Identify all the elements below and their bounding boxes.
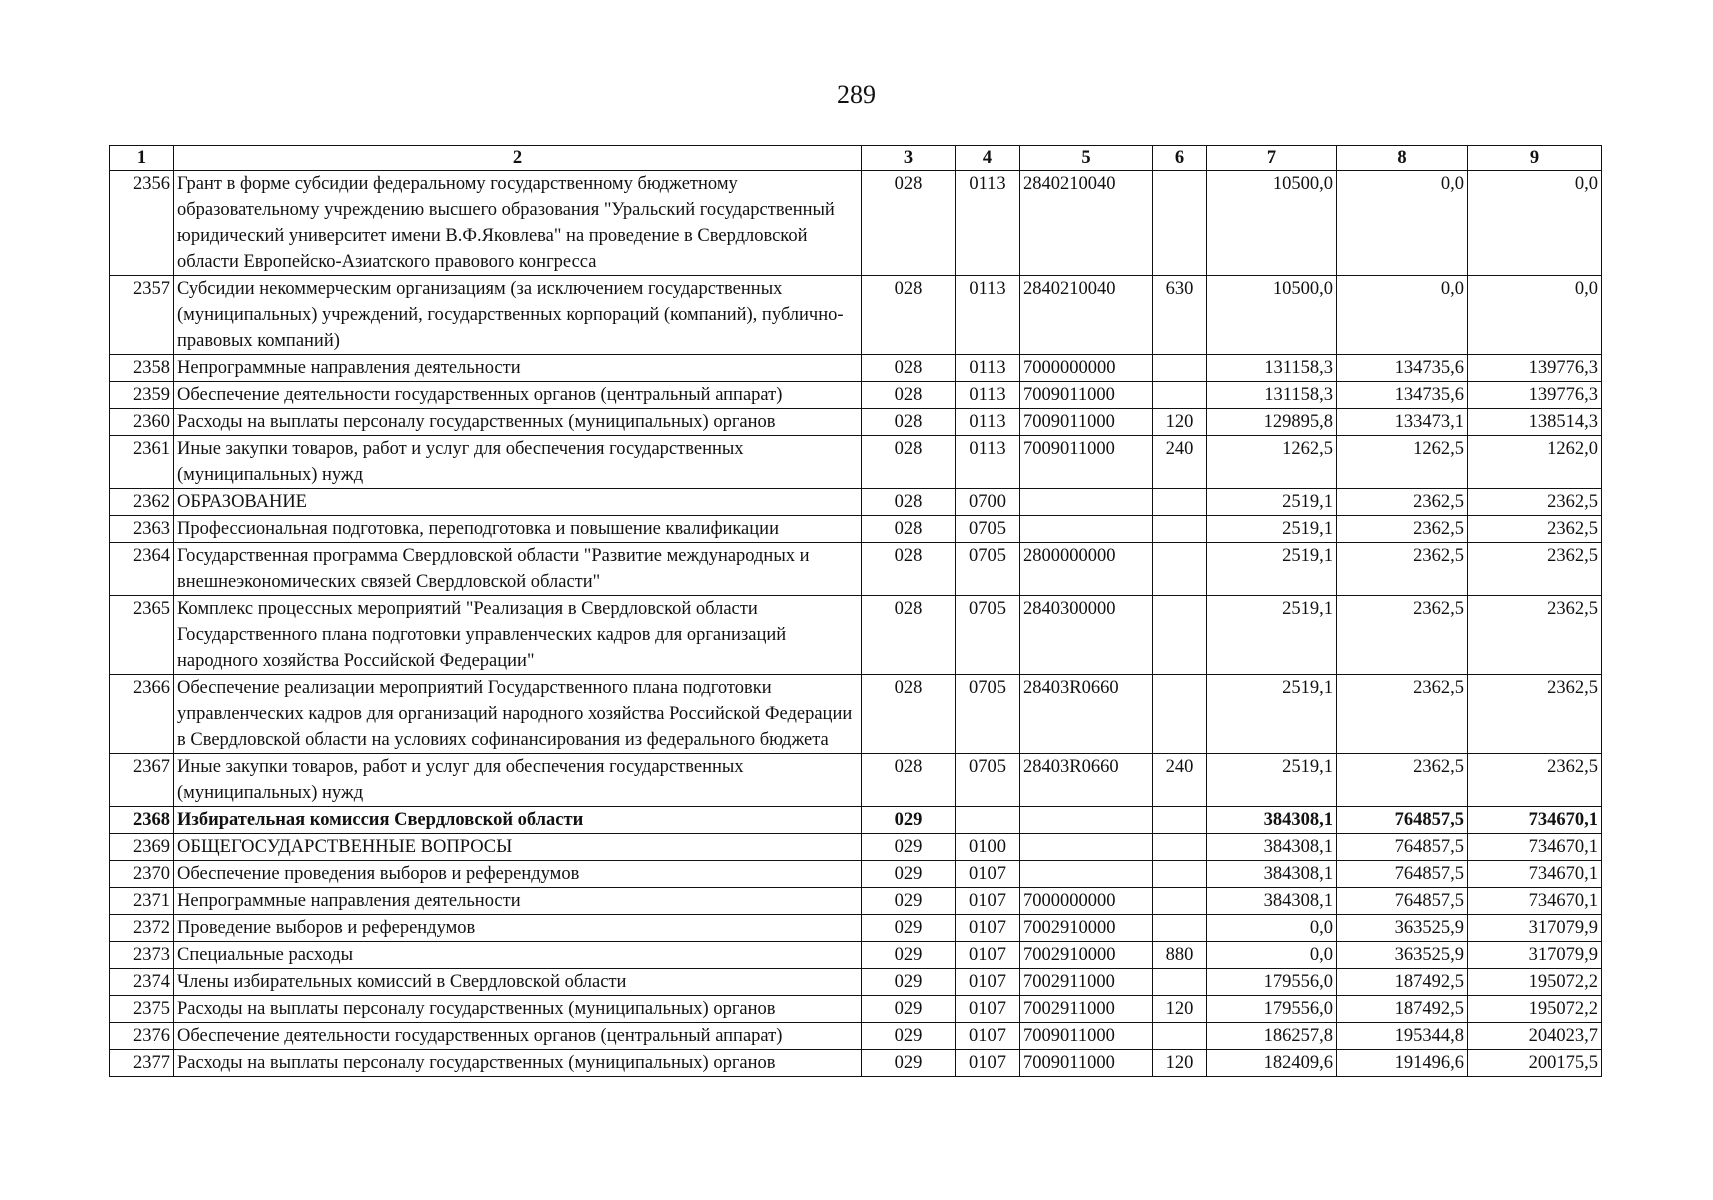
ministry-code: 028: [862, 754, 956, 807]
table-row: [110, 171, 1602, 276]
section-code: 0107: [956, 915, 1020, 942]
amount-col-8: 191496,6: [1337, 1050, 1468, 1077]
expense-type-code: [1153, 355, 1207, 382]
ministry-code: 029: [862, 1050, 956, 1077]
section-code: 0107: [956, 969, 1020, 996]
row-number: 2368: [110, 807, 174, 834]
amount-col-7: 384308,1: [1207, 807, 1337, 834]
amount-col-7: 384308,1: [1207, 888, 1337, 915]
ministry-code: 028: [862, 516, 956, 543]
row-number: 2360: [110, 409, 174, 436]
header-row: [110, 146, 1602, 171]
row-description: Расходы на выплаты персоналу государственных (муниципальных) органов: [174, 1050, 862, 1077]
amount-col-8: 363525,9: [1337, 915, 1468, 942]
row-number: 2363: [110, 516, 174, 543]
amount-col-8: 764857,5: [1337, 834, 1468, 861]
row-number: 2371: [110, 888, 174, 915]
row-number: 2372: [110, 915, 174, 942]
amount-col-9: 2362,5: [1468, 489, 1602, 516]
amount-col-8: 2362,5: [1337, 516, 1468, 543]
table-row: [110, 409, 1602, 436]
amount-col-9: 195072,2: [1468, 969, 1602, 996]
amount-col-8: 764857,5: [1337, 861, 1468, 888]
row-description: Обеспечение деятельности государственных органов (центральный аппарат): [174, 382, 862, 409]
target-article-code: 28403R0660: [1020, 675, 1153, 754]
amount-col-8: 187492,5: [1337, 969, 1468, 996]
amount-col-9: 2362,5: [1468, 543, 1602, 596]
expense-type-code: [1153, 807, 1207, 834]
table-row: [110, 834, 1602, 861]
amount-col-9: 0,0: [1468, 276, 1602, 355]
section-code: 0107: [956, 861, 1020, 888]
target-article-code: 2840210040: [1020, 276, 1153, 355]
row-description: Грант в форме субсидии федеральному государственному бюджетному образовательному учреждению высшего образования "Уральский государственный юридический университет имени В.Ф.Яковлева" на проведение в Свердловской области Европейско-Азиатского правового конгресса: [174, 171, 862, 276]
row-number: 2366: [110, 675, 174, 754]
amount-col-7: 131158,3: [1207, 355, 1337, 382]
table-row: [110, 675, 1602, 754]
section-code: 0705: [956, 516, 1020, 543]
amount-col-8: 2362,5: [1337, 675, 1468, 754]
section-code: 0107: [956, 1050, 1020, 1077]
ministry-code: 028: [862, 489, 956, 516]
amount-col-7: 2519,1: [1207, 596, 1337, 675]
amount-col-7: 384308,1: [1207, 861, 1337, 888]
row-number: 2357: [110, 276, 174, 355]
section-code: 0700: [956, 489, 1020, 516]
expense-type-code: 880: [1153, 942, 1207, 969]
section-code: 0705: [956, 675, 1020, 754]
table-row: [110, 1050, 1602, 1077]
header-cell: 9: [1468, 146, 1602, 171]
target-article-code: 7009011000: [1020, 1050, 1153, 1077]
table-row: [110, 355, 1602, 382]
amount-col-7: 129895,8: [1207, 409, 1337, 436]
row-description: Комплекс процессных мероприятий "Реализация в Свердловской области Государственного плана подготовки управленческих кадров для организаций народного хозяйства Российской Федерации": [174, 596, 862, 675]
section-code: 0113: [956, 409, 1020, 436]
header-cell: 2: [174, 146, 862, 171]
header-cell: 8: [1337, 146, 1468, 171]
table-row: [110, 996, 1602, 1023]
target-article-code: [1020, 489, 1153, 516]
header-cell: 5: [1020, 146, 1153, 171]
row-description: Расходы на выплаты персоналу государственных (муниципальных) органов: [174, 409, 862, 436]
row-number: 2374: [110, 969, 174, 996]
target-article-code: [1020, 834, 1153, 861]
amount-col-7: 2519,1: [1207, 489, 1337, 516]
section-code: 0107: [956, 942, 1020, 969]
row-description: Обеспечение проведения выборов и референдумов: [174, 861, 862, 888]
amount-col-9: 0,0: [1468, 171, 1602, 276]
row-description: Расходы на выплаты персоналу государственных (муниципальных) органов: [174, 996, 862, 1023]
ministry-code: 028: [862, 171, 956, 276]
header-cell: 6: [1153, 146, 1207, 171]
expense-type-code: [1153, 171, 1207, 276]
ministry-code: 029: [862, 861, 956, 888]
amount-col-7: 384308,1: [1207, 834, 1337, 861]
target-article-code: [1020, 807, 1153, 834]
budget-table: [109, 145, 1602, 1077]
target-article-code: 7002910000: [1020, 942, 1153, 969]
row-number: 2373: [110, 942, 174, 969]
ministry-code: 028: [862, 409, 956, 436]
ministry-code: 028: [862, 276, 956, 355]
amount-col-9: 139776,3: [1468, 382, 1602, 409]
section-code: 0113: [956, 276, 1020, 355]
table-row: [110, 489, 1602, 516]
expense-type-code: [1153, 516, 1207, 543]
expense-type-code: 120: [1153, 1050, 1207, 1077]
target-article-code: 2840210040: [1020, 171, 1153, 276]
target-article-code: 7000000000: [1020, 888, 1153, 915]
target-article-code: 7002910000: [1020, 915, 1153, 942]
row-description: ОБЩЕГОСУДАРСТВЕННЫЕ ВОПРОСЫ: [174, 834, 862, 861]
header-cell: 1: [110, 146, 174, 171]
amount-col-8: 2362,5: [1337, 596, 1468, 675]
amount-col-8: 134735,6: [1337, 355, 1468, 382]
ministry-code: 028: [862, 596, 956, 675]
expense-type-code: 120: [1153, 996, 1207, 1023]
header-cell: 7: [1207, 146, 1337, 171]
ministry-code: 028: [862, 543, 956, 596]
row-description: Государственная программа Свердловской области "Развитие международных и внешнеэкономических связей Свердловской области": [174, 543, 862, 596]
amount-col-9: 200175,5: [1468, 1050, 1602, 1077]
amount-col-9: 734670,1: [1468, 807, 1602, 834]
expense-type-code: [1153, 969, 1207, 996]
row-number: 2361: [110, 436, 174, 489]
ministry-code: 029: [862, 969, 956, 996]
page-number: 289: [837, 80, 876, 109]
expense-type-code: [1153, 861, 1207, 888]
table-row: [110, 969, 1602, 996]
amount-col-9: 195072,2: [1468, 996, 1602, 1023]
amount-col-9: 2362,5: [1468, 596, 1602, 675]
target-article-code: 28403R0660: [1020, 754, 1153, 807]
section-code: 0107: [956, 1023, 1020, 1050]
amount-col-8: 195344,8: [1337, 1023, 1468, 1050]
amount-col-7: 186257,8: [1207, 1023, 1337, 1050]
ministry-code: 029: [862, 888, 956, 915]
amount-col-8: 764857,5: [1337, 807, 1468, 834]
row-number: 2356: [110, 171, 174, 276]
expense-type-code: [1153, 489, 1207, 516]
expense-type-code: [1153, 675, 1207, 754]
expense-type-code: 240: [1153, 754, 1207, 807]
row-number: 2362: [110, 489, 174, 516]
amount-col-8: 2362,5: [1337, 754, 1468, 807]
amount-col-7: 2519,1: [1207, 543, 1337, 596]
table-row: [110, 888, 1602, 915]
amount-col-9: 1262,0: [1468, 436, 1602, 489]
amount-col-7: 2519,1: [1207, 754, 1337, 807]
table-row: [110, 596, 1602, 675]
row-description: Иные закупки товаров, работ и услуг для обеспечения государственных (муниципальных) нужд: [174, 436, 862, 489]
expense-type-code: [1153, 915, 1207, 942]
row-description: Обеспечение реализации мероприятий Государственного плана подготовки управленческих кадров для организаций народного хозяйства Российской Федерации в Свердловской области на условиях софинансирования из федерального бюджета: [174, 675, 862, 754]
amount-col-8: 363525,9: [1337, 942, 1468, 969]
expense-type-code: [1153, 888, 1207, 915]
ministry-code: 029: [862, 1023, 956, 1050]
section-code: 0107: [956, 888, 1020, 915]
table-row: [110, 1023, 1602, 1050]
expense-type-code: 120: [1153, 409, 1207, 436]
table-row: [110, 754, 1602, 807]
table-row: [110, 543, 1602, 596]
amount-col-8: 0,0: [1337, 171, 1468, 276]
section-code: 0113: [956, 355, 1020, 382]
row-number: 2377: [110, 1050, 174, 1077]
amount-col-9: 734670,1: [1468, 888, 1602, 915]
row-description: Субсидии некоммерческим организациям (за исключением государственных (муниципальных) учреждений, государственных корпораций (компаний), публично-правовых компаний): [174, 276, 862, 355]
row-number: 2359: [110, 382, 174, 409]
amount-col-8: 0,0: [1337, 276, 1468, 355]
row-description: ОБРАЗОВАНИЕ: [174, 489, 862, 516]
table-body: [110, 171, 1602, 1077]
amount-col-7: 0,0: [1207, 915, 1337, 942]
section-code: 0705: [956, 754, 1020, 807]
amount-col-9: 317079,9: [1468, 915, 1602, 942]
amount-col-8: 133473,1: [1337, 409, 1468, 436]
table-row: [110, 807, 1602, 834]
row-number: 2370: [110, 861, 174, 888]
ministry-code: 028: [862, 382, 956, 409]
amount-col-7: 182409,6: [1207, 1050, 1337, 1077]
amount-col-7: 131158,3: [1207, 382, 1337, 409]
amount-col-7: 2519,1: [1207, 675, 1337, 754]
ministry-code: 029: [862, 807, 956, 834]
amount-col-9: 734670,1: [1468, 861, 1602, 888]
amount-col-7: 2519,1: [1207, 516, 1337, 543]
header-cell: 4: [956, 146, 1020, 171]
ministry-code: 028: [862, 355, 956, 382]
row-description: Специальные расходы: [174, 942, 862, 969]
amount-col-7: 1262,5: [1207, 436, 1337, 489]
row-number: 2367: [110, 754, 174, 807]
expense-type-code: [1153, 543, 1207, 596]
section-code: [956, 807, 1020, 834]
amount-col-8: 2362,5: [1337, 543, 1468, 596]
row-description: Иные закупки товаров, работ и услуг для обеспечения государственных (муниципальных) нужд: [174, 754, 862, 807]
amount-col-9: 2362,5: [1468, 675, 1602, 754]
table-row: [110, 942, 1602, 969]
section-code: 0113: [956, 436, 1020, 489]
target-article-code: 7009011000: [1020, 436, 1153, 489]
expense-type-code: 240: [1153, 436, 1207, 489]
amount-col-9: 734670,1: [1468, 834, 1602, 861]
row-number: 2376: [110, 1023, 174, 1050]
amount-col-8: 1262,5: [1337, 436, 1468, 489]
amount-col-7: 179556,0: [1207, 996, 1337, 1023]
amount-col-9: 2362,5: [1468, 516, 1602, 543]
row-description: Проведение выборов и референдумов: [174, 915, 862, 942]
section-code: 0107: [956, 996, 1020, 1023]
target-article-code: 2840300000: [1020, 596, 1153, 675]
table-row: [110, 276, 1602, 355]
target-article-code: 7002911000: [1020, 996, 1153, 1023]
table-row: [110, 915, 1602, 942]
amount-col-8: 764857,5: [1337, 888, 1468, 915]
target-article-code: [1020, 861, 1153, 888]
amount-col-7: 179556,0: [1207, 969, 1337, 996]
target-article-code: 7009011000: [1020, 409, 1153, 436]
table-row: [110, 436, 1602, 489]
amount-col-9: 139776,3: [1468, 355, 1602, 382]
target-article-code: 7002911000: [1020, 969, 1153, 996]
row-description: Избирательная комиссия Свердловской области: [174, 807, 862, 834]
amount-col-8: 2362,5: [1337, 489, 1468, 516]
expense-type-code: 630: [1153, 276, 1207, 355]
section-code: 0113: [956, 382, 1020, 409]
amount-col-7: 0,0: [1207, 942, 1337, 969]
amount-col-9: 2362,5: [1468, 754, 1602, 807]
row-number: 2365: [110, 596, 174, 675]
row-number: 2364: [110, 543, 174, 596]
target-article-code: 7000000000: [1020, 355, 1153, 382]
ministry-code: 029: [862, 996, 956, 1023]
row-number: 2375: [110, 996, 174, 1023]
amount-col-9: 317079,9: [1468, 942, 1602, 969]
table-row: [110, 382, 1602, 409]
row-number: 2358: [110, 355, 174, 382]
expense-type-code: [1153, 834, 1207, 861]
ministry-code: 028: [862, 436, 956, 489]
amount-col-7: 10500,0: [1207, 171, 1337, 276]
table-row: [110, 861, 1602, 888]
row-number: 2369: [110, 834, 174, 861]
ministry-code: 028: [862, 675, 956, 754]
ministry-code: 029: [862, 834, 956, 861]
section-code: 0705: [956, 596, 1020, 675]
amount-col-9: 204023,7: [1468, 1023, 1602, 1050]
ministry-code: 029: [862, 915, 956, 942]
row-description: Непрограммные направления деятельности: [174, 355, 862, 382]
target-article-code: 7009011000: [1020, 1023, 1153, 1050]
target-article-code: 2800000000: [1020, 543, 1153, 596]
target-article-code: 7009011000: [1020, 382, 1153, 409]
amount-col-9: 138514,3: [1468, 409, 1602, 436]
target-article-code: [1020, 516, 1153, 543]
section-code: 0113: [956, 171, 1020, 276]
table-row: [110, 516, 1602, 543]
section-code: 0100: [956, 834, 1020, 861]
amount-col-8: 134735,6: [1337, 382, 1468, 409]
expense-type-code: [1153, 1023, 1207, 1050]
header-cell: 3: [862, 146, 956, 171]
ministry-code: 029: [862, 942, 956, 969]
amount-col-8: 187492,5: [1337, 996, 1468, 1023]
row-description: Профессиональная подготовка, переподготовка и повышение квалификации: [174, 516, 862, 543]
expense-type-code: [1153, 596, 1207, 675]
expense-type-code: [1153, 382, 1207, 409]
row-description: Обеспечение деятельности государственных органов (центральный аппарат): [174, 1023, 862, 1050]
section-code: 0705: [956, 543, 1020, 596]
amount-col-7: 10500,0: [1207, 276, 1337, 355]
row-description: Непрограммные направления деятельности: [174, 888, 862, 915]
row-description: Члены избирательных комиссий в Свердловской области: [174, 969, 862, 996]
